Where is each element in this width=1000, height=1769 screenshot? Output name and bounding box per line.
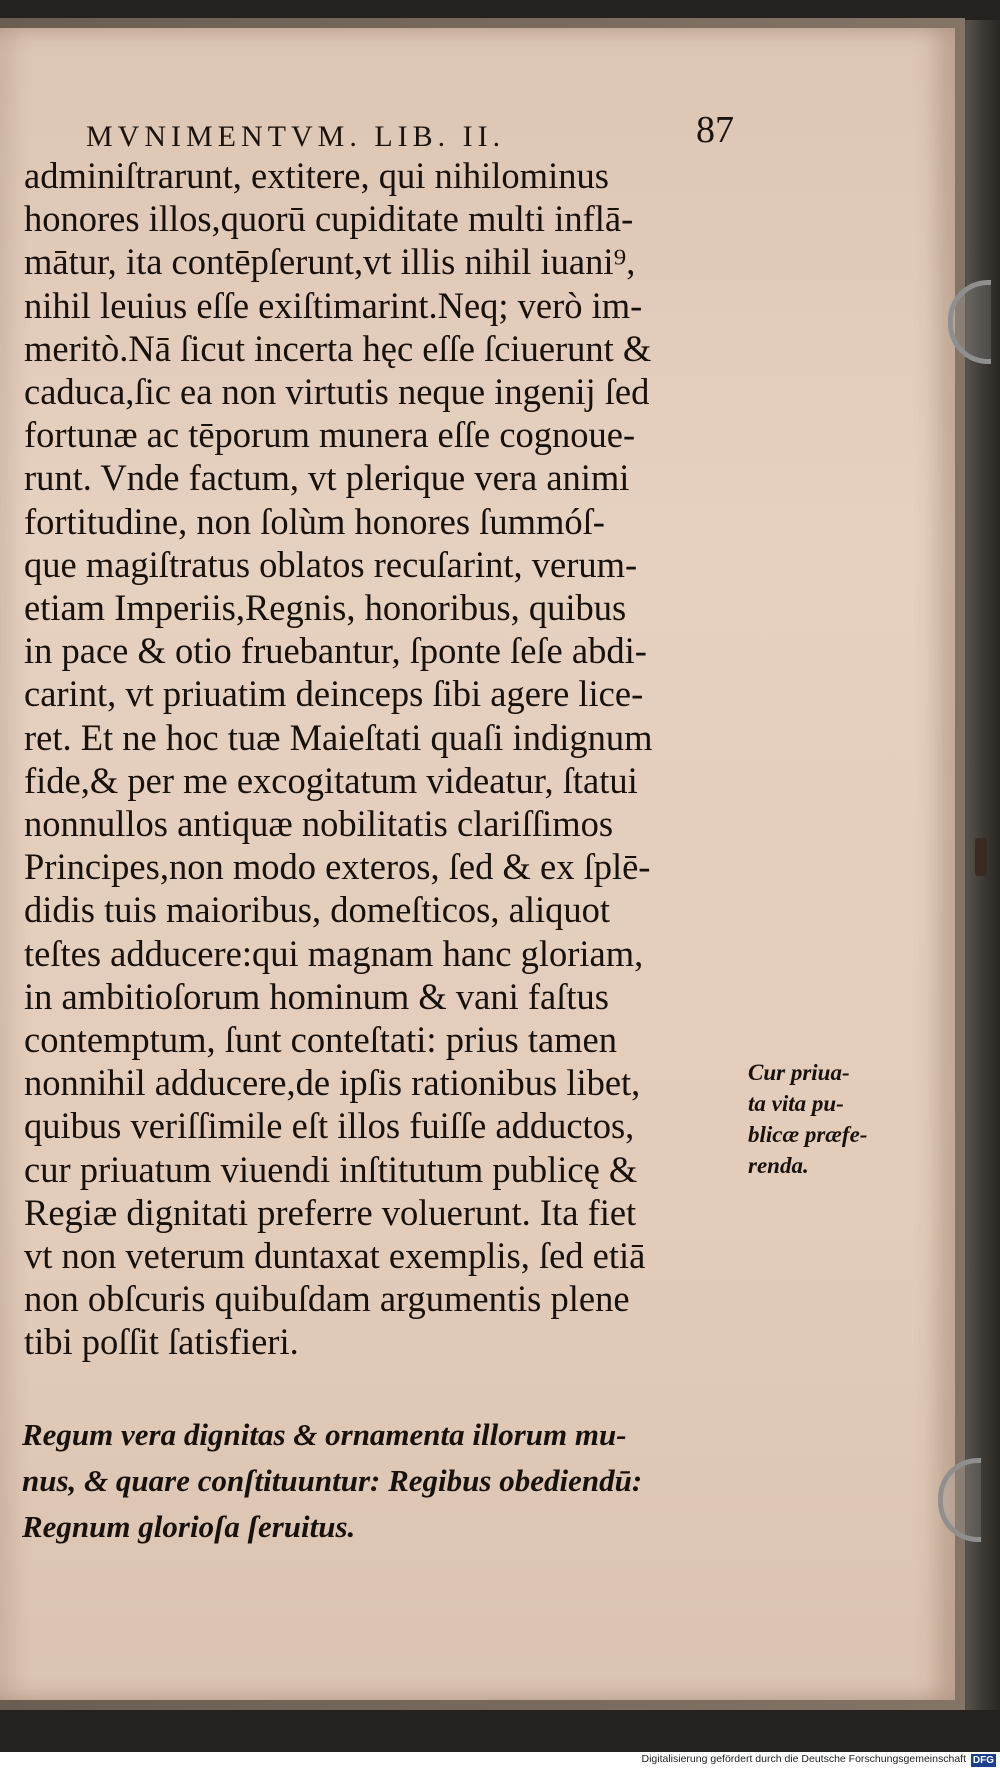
text-line: in ambitioſorum hominum & vani faſtus [24, 975, 609, 1017]
margin-note-line: blicæ præfe- [748, 1122, 868, 1147]
text-line: etiam Imperiis,Regnis, honoribus, quibus [24, 587, 627, 629]
body-text [24, 154, 734, 1364]
text-line: meritò.Nā ſicut incerta hęc eſſe ſciuerunt & [24, 327, 652, 369]
text-line: teſtes adducere:qui magnam hanc gloriam, [24, 932, 644, 974]
text-line: mātur, ita contēpſerunt,vt illis nihil iuani⁹, [24, 241, 636, 283]
text-line: didis tuis maioribus, domeſticos, aliquot [24, 889, 610, 931]
page-number: 87 [696, 109, 734, 151]
text-line: Regiæ dignitati preferre voluerunt. Ita fiet [24, 1191, 637, 1233]
text-line: honores illos,quorū cupiditate multi inflā- [24, 198, 634, 240]
running-head: MVNIMENTVM. LIB. II. [86, 120, 506, 153]
text-line: carint, vt priuatim deinceps ſibi agere lice- [24, 673, 644, 715]
text-line: fortitudine, non ſolùm honores ſummóſ- [24, 500, 605, 542]
text-line: nonnihil adducere,de ipſis rationibus libet, [24, 1062, 641, 1104]
margin-note-line: Cur priua- [748, 1060, 850, 1085]
text-line: adminiſtrarunt, extitere, qui nihilominus [24, 155, 609, 196]
text-line: fide,& per me excogitatum videatur, ſtatui [24, 759, 638, 801]
dfg-logo: DFG [972, 1755, 994, 1766]
text-line: cur priuatum viuendi inſtitutum publicę & [24, 1148, 638, 1190]
text-line: in pace & otio fruebantur, ſponte ſeſe abdi- [24, 630, 647, 672]
text-line: nonnullos antiquæ nobilitatis clariſſimos [24, 803, 614, 845]
text-line: caduca,ſic ea non virtutis neque ingenij ſed [24, 371, 650, 413]
section-summary [22, 1412, 732, 1550]
summary-line: Regnum glorioſa ſeruitus. [22, 1509, 356, 1544]
text-line: nihil leuius eſſe exiſtimarint.Neq; verò im- [24, 284, 643, 326]
text-line: ret. Et ne hoc tuæ Maieſtati quaſi indignum [24, 716, 653, 758]
text-line: quibus veriſſimile eſt illos fuiſſe adductos, [24, 1105, 635, 1147]
text-line: fortunæ ac tēporum munera eſſe cognoue- [24, 414, 636, 456]
text-line: que magiſtratus oblatos recuſarint, verum- [24, 543, 638, 585]
text-line: Principes,non modo exteros, ſed & ex ſplē- [24, 846, 651, 888]
summary-line: nus, & quare conſtituuntur: Regibus obediendū: [22, 1463, 643, 1498]
bookmark-tab [975, 838, 987, 876]
text-line: runt. Vnde factum, vt plerique vera animi [24, 457, 630, 499]
summary-line: Regum vera dignitas & ornamenta illorum mu- [22, 1417, 627, 1452]
margin-note [748, 1057, 908, 1181]
text-line: vt non veterum duntaxat exemplis, ſed etiā [24, 1235, 646, 1277]
text-line: tibi poſſit ſatisfieri. [24, 1321, 299, 1363]
margin-note-line: ta vita pu- [748, 1091, 844, 1116]
text-line: non obſcuris quibuſdam argumentis plene [24, 1278, 630, 1320]
text-line: contemptum, ſunt conteſtati: prius tamen [24, 1019, 618, 1061]
funding-credit: Digitalisierung gefördert durch die Deutsche Forschungsgemeinschaft [641, 1753, 966, 1765]
margin-note-line: renda. [748, 1153, 809, 1178]
